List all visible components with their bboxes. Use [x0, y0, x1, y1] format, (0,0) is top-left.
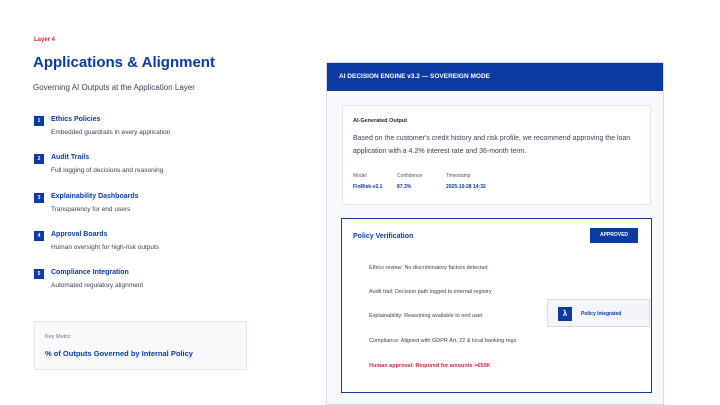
- meta-confidence-key: Confidence: [397, 173, 423, 179]
- check-audit-trail: Audit trail: Decision path logged to internal registry: [369, 289, 492, 295]
- policy-verification-title: Policy Verification: [353, 233, 414, 240]
- ai-output-card: [342, 105, 651, 205]
- item-title: Ethics Policies: [51, 116, 101, 123]
- item-description: Human oversight for high-risk outputs: [51, 244, 160, 251]
- item-description: Embedded guardrails in every application: [51, 129, 171, 136]
- meta-model-value: FinRisk-v2.1: [353, 184, 383, 190]
- policy-integrated-label: Policy Integrated: [581, 311, 622, 317]
- decision-engine-panel: [326, 62, 664, 405]
- item-title: Approval Boards: [51, 231, 108, 238]
- lambda-icon: λ: [558, 307, 572, 321]
- item-title: Explainability Dashboards: [51, 193, 139, 200]
- check-ethics-review: Ethics review: No discriminatory factors detected: [369, 265, 488, 271]
- item-number: 3: [34, 193, 44, 203]
- meta-timestamp-key: Timestamp: [446, 173, 471, 179]
- approved-status-badge: APPROVED: [590, 228, 638, 243]
- item-title: Compliance Integration: [51, 269, 129, 276]
- meta-model-key: Model: [353, 173, 367, 179]
- check-compliance: Compliance: Aligned with GDPR Art. 22 & local banking regs: [369, 338, 517, 344]
- ai-output-label: AI-Generated Output: [353, 118, 408, 124]
- meta-confidence: [397, 173, 422, 190]
- human-approval-alert: Human approval: Required for amounts >€50K: [369, 363, 491, 369]
- item-number: 2: [34, 154, 44, 164]
- meta-model: [353, 173, 382, 190]
- meta-timestamp-value: 2025-10-28 14:32: [446, 184, 486, 190]
- item-number: 5: [34, 269, 44, 279]
- ai-output-text: Based on the customer's credit history and risk profile, we recommend approving the loan application with a 4.2% interest rate and 36-month term.: [353, 135, 631, 155]
- item-description: Automated regulatory alignment: [51, 282, 144, 289]
- layer-tag: Layer 4: [34, 37, 56, 43]
- page-title: Applications & Alignment: [33, 54, 215, 71]
- key-metric-value: % of Outputs Governed by Internal Policy: [45, 349, 193, 358]
- item-description: Transparency for end users: [51, 206, 131, 213]
- policy-integrated-chip: [547, 299, 650, 327]
- key-metric-card: [34, 321, 247, 370]
- page-subtitle: Governing AI Outputs at the Application Layer: [33, 83, 195, 92]
- key-metric-label: Key Metric: [45, 334, 71, 340]
- check-explainability: Explainability: Reasoning available to end user: [369, 313, 483, 319]
- item-number: 1: [34, 116, 44, 126]
- meta-confidence-value: 87.3%: [397, 184, 412, 190]
- meta-timestamp: [446, 173, 486, 190]
- item-title: Audit Trails: [51, 154, 90, 161]
- item-description: Full logging of decisions and reasoning: [51, 167, 164, 174]
- decision-engine-title: AI DECISION ENGINE v3.2 — SOVEREIGN MODE: [327, 63, 663, 91]
- item-number: 4: [34, 231, 44, 241]
